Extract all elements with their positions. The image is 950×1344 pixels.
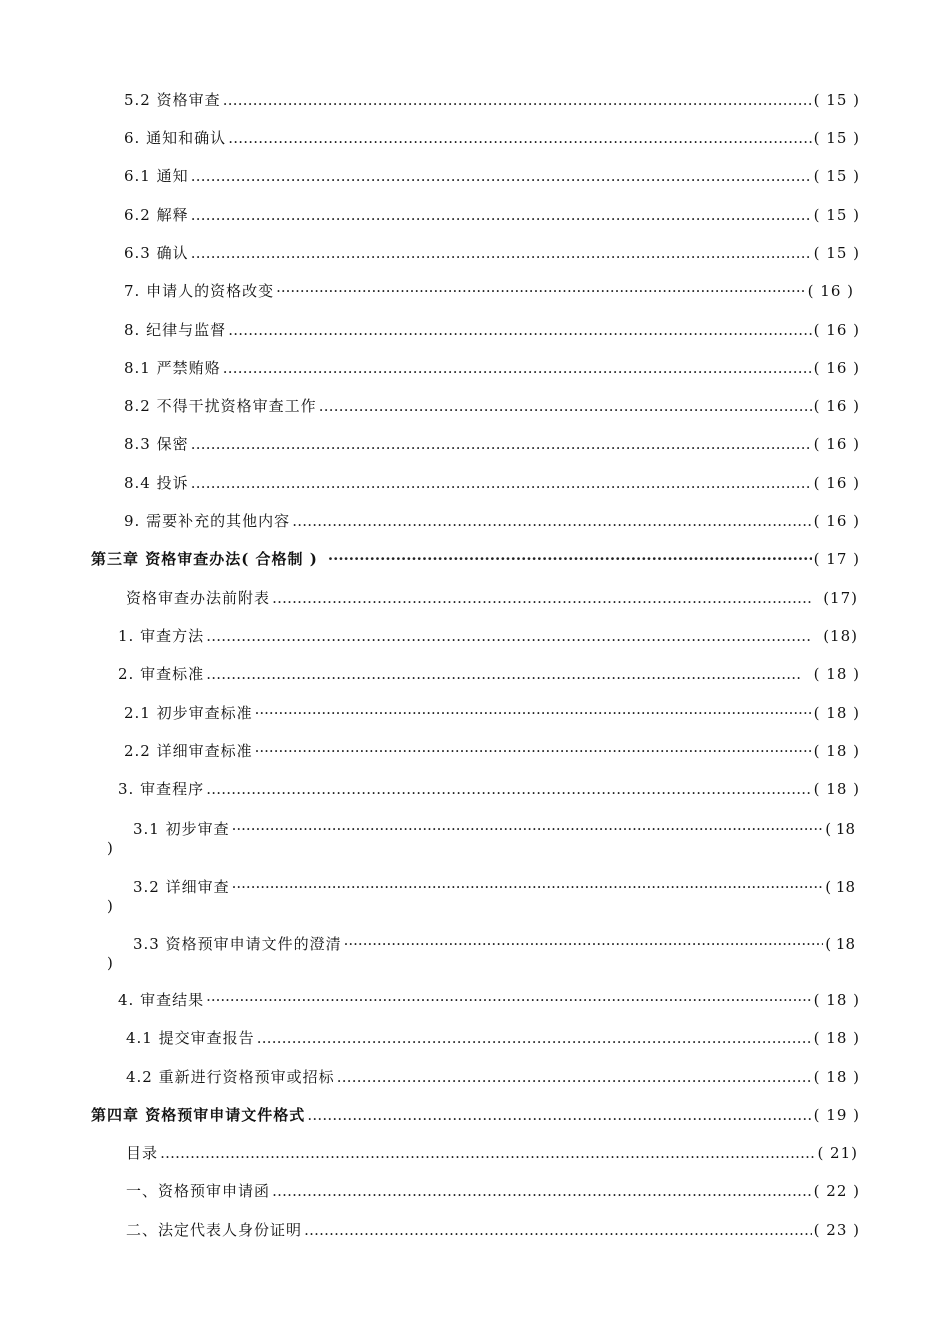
toc-entry-page: ( 18 ): [813, 991, 860, 1009]
leader-dots: [272, 588, 811, 608]
toc-entry-page: ( 18 ): [813, 1029, 860, 1047]
toc-entry-label: 6. 通知和确认: [124, 129, 227, 147]
toc-entry-page-tail: ): [107, 954, 113, 972]
toc-entry[interactable]: [126, 1143, 858, 1163]
toc-entry-label: 3.1 初步审查: [133, 820, 230, 838]
toc-entry[interactable]: [133, 934, 855, 954]
toc-entry-page-tail: ): [107, 839, 113, 857]
leader-dots: [304, 1220, 812, 1240]
toc-entry-label: 二、法定代表人身份证明: [126, 1221, 303, 1239]
toc-entry-page: ( 16 ): [813, 321, 860, 339]
toc-entry-page: ( 15 ): [813, 129, 860, 147]
toc-entry-page: ( 22 ): [813, 1182, 860, 1200]
toc-entry-page: ( 19 ): [813, 1106, 860, 1124]
toc-entry[interactable]: [124, 434, 860, 454]
toc-chapter-entry[interactable]: [91, 1105, 860, 1125]
toc-entry[interactable]: [124, 90, 860, 110]
toc-chapter-entry[interactable]: [91, 549, 860, 569]
toc-entry[interactable]: [124, 243, 860, 263]
toc-entry[interactable]: [118, 990, 860, 1010]
toc-entry-page: ( 16 ): [813, 359, 860, 377]
toc-entry-label: 第三章 资格审查办法( 合格制 ): [91, 550, 318, 568]
toc-entry[interactable]: [118, 626, 858, 646]
leader-dots: [272, 1181, 812, 1201]
leader-dots: [292, 511, 812, 531]
toc-entry[interactable]: [126, 1067, 860, 1087]
leader-dots: [319, 396, 812, 416]
toc-entry-page: ( 16 ): [813, 512, 860, 530]
leader-dots: [255, 703, 812, 723]
toc-entry-page: (17): [823, 589, 858, 607]
toc-entry-label: 资格审查办法前附表: [126, 589, 271, 607]
leader-dots: [255, 741, 812, 761]
leader-dots: [307, 1105, 811, 1125]
leader-dots: [223, 358, 812, 378]
toc-entry-page: ( 16 ): [807, 282, 854, 300]
toc-entry[interactable]: [124, 166, 860, 186]
leader-dots: [206, 626, 811, 646]
leader-dots: [191, 473, 812, 493]
leader-dots: [191, 243, 812, 263]
toc-entry[interactable]: [124, 473, 860, 493]
toc-entry-label: 3. 审查程序: [118, 780, 205, 798]
leader-dots: [232, 819, 824, 839]
toc-entry-label: 6.1 通知: [124, 167, 189, 185]
toc-entry-page: ( 18 ): [813, 704, 860, 722]
toc-entry-label: 8.3 保密: [124, 435, 189, 453]
toc-entry-label: 目录: [126, 1144, 159, 1162]
toc-entry[interactable]: [124, 205, 860, 225]
leader-dots: [206, 779, 812, 799]
toc-entry[interactable]: [124, 320, 860, 340]
toc-entry[interactable]: [124, 741, 860, 761]
toc-entry-label: 第四章 资格预审申请文件格式: [91, 1106, 306, 1124]
leader-dots: [160, 1143, 815, 1163]
leader-dots: [191, 205, 812, 225]
toc-entry[interactable]: [124, 358, 860, 378]
toc-entry-page: ( 18 ): [813, 665, 860, 683]
toc-entry-page: ( 16 ): [813, 397, 860, 415]
leader-dots: [337, 1067, 812, 1087]
toc-entry-page: ( 18 ): [813, 1068, 860, 1086]
leader-dots: [232, 877, 824, 897]
leader-dots: [328, 549, 812, 569]
leader-dots: [344, 934, 824, 954]
toc-entry[interactable]: [118, 779, 860, 799]
toc-entry-page: ( 18 ): [813, 742, 860, 760]
toc-entry-label: 4. 审查结果: [118, 991, 205, 1009]
toc-entry-label: 3.2 详细审查: [133, 878, 230, 896]
leader-dots: [257, 1028, 812, 1048]
toc-entry[interactable]: [126, 1181, 860, 1201]
toc-entry[interactable]: [126, 588, 858, 608]
toc-entry-label: 4.2 重新进行资格预审或招标: [126, 1068, 335, 1086]
toc-entry-label: 一、资格预审申请函: [126, 1182, 271, 1200]
toc-entry[interactable]: [118, 664, 860, 684]
leader-dots: [228, 320, 812, 340]
toc-entry[interactable]: [124, 511, 860, 531]
toc-entry[interactable]: [124, 128, 860, 148]
toc-entry-page: ( 18: [825, 878, 855, 896]
toc-entry-label: 6.2 解释: [124, 206, 189, 224]
toc-entry-label: 6.3 确认: [124, 244, 189, 262]
leader-dots: [206, 990, 812, 1010]
toc-entry-page: ( 23 ): [813, 1221, 860, 1239]
toc-entry-page: ( 17 ): [813, 550, 860, 568]
toc-entry[interactable]: [126, 1220, 860, 1240]
toc-entry-label: 3.3 资格预审申请文件的澄清: [133, 935, 342, 953]
leader-dots: [206, 664, 802, 684]
toc-entry-page: ( 15 ): [813, 167, 860, 185]
leader-dots: [191, 434, 812, 454]
toc-entry-label: 9. 需要补充的其他内容: [124, 512, 291, 530]
toc-entry[interactable]: [124, 396, 860, 416]
toc-entry-page-tail: ): [107, 897, 113, 915]
toc-entry-label: 8. 纪律与监督: [124, 321, 227, 339]
toc-entry-page: ( 18: [825, 935, 855, 953]
leader-dots: [223, 90, 812, 110]
toc-entry-page: ( 15 ): [813, 244, 860, 262]
toc-entry-page: ( 16 ): [813, 474, 860, 492]
toc-entry[interactable]: [124, 281, 854, 301]
toc-entry-label: 5.2 资格审查: [124, 91, 221, 109]
toc-entry-label: 2.2 详细审查标准: [124, 742, 253, 760]
toc-entry-label: 1. 审查方法: [118, 627, 205, 645]
toc-entry-label: 4.1 提交审查报告: [126, 1029, 255, 1047]
toc-entry-page: ( 15 ): [813, 91, 860, 109]
toc-entry-label: 7. 申请人的资格改变: [124, 282, 275, 300]
toc-entry-page: ( 21): [817, 1144, 858, 1162]
toc-entry-label: 8.4 投诉: [124, 474, 189, 492]
toc-entry[interactable]: [133, 819, 855, 839]
leader-dots: [191, 166, 812, 186]
toc-entry-label: 2.1 初步审查标准: [124, 704, 253, 722]
toc-entry-page: ( 18: [825, 820, 855, 838]
toc-entry-page: (18): [823, 627, 858, 645]
toc-entry[interactable]: [126, 1028, 860, 1048]
toc-entry[interactable]: [133, 877, 855, 897]
toc-entry[interactable]: [124, 703, 860, 723]
leader-dots: [228, 128, 812, 148]
toc-entry-page: ( 18 ): [813, 780, 860, 798]
toc-entry-label: 8.1 严禁贿赂: [124, 359, 221, 377]
toc-entry-page: ( 16 ): [813, 435, 860, 453]
toc-entry-page: ( 15 ): [813, 206, 860, 224]
toc-entry-label: 8.2 不得干扰资格审查工作: [124, 397, 317, 415]
leader-dots: [276, 281, 806, 301]
toc-entry-label: 2. 审查标准: [118, 665, 205, 683]
